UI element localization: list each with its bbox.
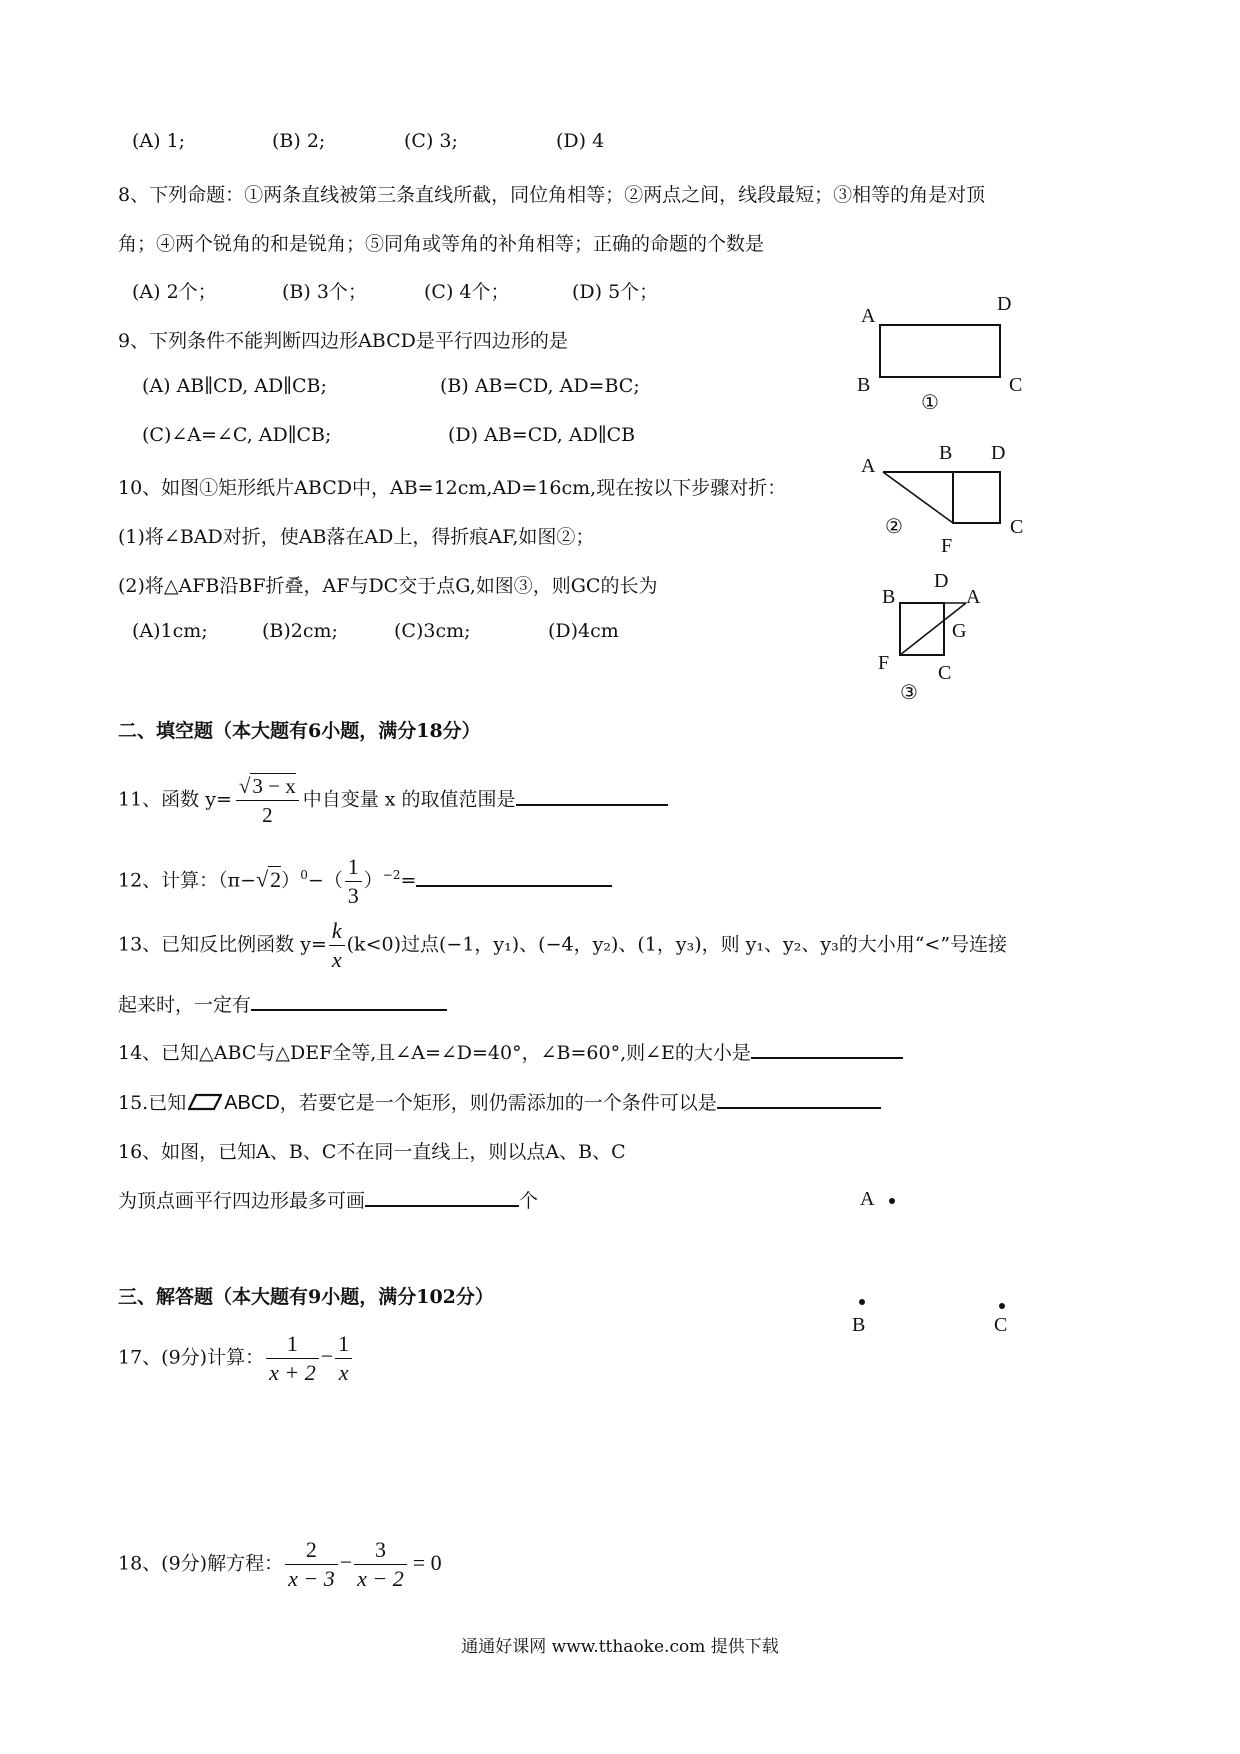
q13-line2-text: 起来时，一定有 bbox=[118, 994, 252, 1016]
q9-option-b: (B) AB=CD, AD=BC; bbox=[440, 375, 640, 397]
q13-fraction bbox=[329, 917, 345, 974]
point-c-icon bbox=[999, 1303, 1005, 1309]
fig2-label-b: B bbox=[939, 442, 953, 464]
q12-denominator: 3 bbox=[347, 883, 359, 908]
q8-stem-line1: 8、下列命题：①两条直线被第三条直线所截，同位角相等；②两点之间，线段最短；③相等的角是对顶 bbox=[118, 184, 986, 206]
q12-prefix: 12、计算：（π bbox=[118, 869, 241, 892]
q15-abcd: ABCD bbox=[224, 1092, 280, 1114]
q10-stem-line3: (2)将△AFB沿BF折叠，AF与DC交于点G,如图③，则GC的长为 bbox=[118, 575, 658, 597]
q12-minus: − bbox=[240, 869, 257, 892]
q9-option-c: (C)∠A=∠C, AD∥CB; bbox=[142, 424, 332, 446]
q13 bbox=[118, 917, 1007, 974]
q15-answer-blank bbox=[717, 1089, 881, 1109]
q12-close2: ） bbox=[363, 869, 383, 892]
q13-line2 bbox=[118, 990, 447, 1017]
q18-fraction-1 bbox=[285, 1536, 338, 1593]
q17-den2: x bbox=[338, 1360, 349, 1385]
q16-line1: 16、如图，已知A、B、C不在同一直线上，则以点A、B、C bbox=[118, 1141, 626, 1163]
q13-denominator: x bbox=[331, 947, 342, 972]
q11-prefix: 11、函数 y= bbox=[118, 788, 232, 811]
q15-prefix: 15.已知 bbox=[118, 1092, 187, 1114]
fig16-label-c: C bbox=[994, 1314, 1008, 1335]
q10-stem-line1: 10、如图①矩形纸片ABCD中，AB=12cm,AD=16cm,现在按以下步骤对折： bbox=[118, 477, 787, 499]
q17-num2: 1 bbox=[335, 1330, 352, 1359]
q18-fraction-2 bbox=[354, 1536, 407, 1593]
q17-fraction-1 bbox=[266, 1330, 319, 1387]
q15-suffix: ，若要它是一个矩形，则仍需添加的一个条件可以是 bbox=[279, 1092, 717, 1114]
q12-numerator: 1 bbox=[345, 853, 362, 882]
fig3-number: ③ bbox=[900, 682, 918, 704]
fig2-number: ② bbox=[885, 516, 903, 538]
q8-stem-line2: 角；④两个锐角的和是锐角；⑤同角或等角的补角相等；正确的命题的个数是 bbox=[118, 233, 765, 255]
q8-option-c: (C) 4个； bbox=[424, 281, 510, 303]
q8-option-a: (A) 2个； bbox=[132, 281, 217, 303]
q8-option-b: (B) 3个； bbox=[282, 281, 367, 303]
q16-line2-prefix: 为顶点画平行四边形最多可画 bbox=[118, 1190, 366, 1212]
q11-denominator: 2 bbox=[262, 803, 273, 827]
q11-suffix: 中自变量 x 的取值范围是 bbox=[302, 788, 516, 811]
q18-minus: − bbox=[339, 1549, 353, 1575]
q13-suffix: (k<0)过点(−1，y₁)、(−4，y₂)、(1，y₃)，则 y₁、y₂、y₃的大小用“<”号连接 bbox=[346, 933, 1008, 956]
q18-den2: x − 2 bbox=[357, 1566, 404, 1591]
fig1-number: ① bbox=[921, 392, 939, 414]
q12-minus2: −（ bbox=[307, 869, 343, 892]
sqrt-sign-icon: √ bbox=[256, 866, 269, 892]
q9-option-a: (A) AB∥CD, AD∥CB; bbox=[142, 375, 327, 397]
q18-den1: x − 3 bbox=[288, 1566, 335, 1591]
q7-option-c: (C) 3; bbox=[404, 130, 458, 152]
q16-line2 bbox=[118, 1186, 538, 1213]
q12-exp0: 0 bbox=[300, 868, 308, 883]
q8-option-d: (D) 5个； bbox=[572, 281, 659, 303]
q18 bbox=[118, 1536, 442, 1593]
fig1-label-b: B bbox=[857, 374, 871, 396]
fig3-label-a: A bbox=[966, 586, 981, 608]
fig3-label-g: G bbox=[952, 620, 967, 642]
q18-prefix: 18、(9分)解方程： bbox=[118, 1552, 284, 1575]
q16-line2-suffix: 个 bbox=[519, 1190, 539, 1212]
q14-answer-blank bbox=[751, 1039, 903, 1059]
figure-1-rectangle bbox=[855, 285, 1055, 415]
q10-option-d: (D)4cm bbox=[548, 620, 619, 642]
q17-prefix: 17、(9分)计算： bbox=[118, 1346, 265, 1369]
q14 bbox=[118, 1038, 903, 1065]
q17 bbox=[118, 1330, 354, 1387]
q12 bbox=[118, 853, 612, 910]
point-a-icon bbox=[889, 1198, 895, 1204]
fig3-label-c: C bbox=[938, 662, 952, 684]
q12-eq: = bbox=[400, 869, 417, 892]
q10-stem-line2: (1)将∠BAD对折，使AB落在AD上，得折痕AF,如图②； bbox=[118, 526, 595, 548]
fig2-label-f: F bbox=[941, 535, 953, 557]
footer: 通通好课网 www.tthaoke.com 提供下载 bbox=[461, 1637, 779, 1657]
fig1-label-a: A bbox=[861, 305, 876, 327]
q13-numerator: k bbox=[329, 917, 345, 946]
q11-radicand: 3 − x bbox=[252, 774, 296, 798]
parallelogram-icon bbox=[188, 1093, 222, 1116]
q12-exp: −2 bbox=[382, 868, 401, 883]
q17-fraction-2 bbox=[335, 1330, 352, 1387]
q11-answer-blank bbox=[516, 786, 668, 806]
q17-den1: x + 2 bbox=[269, 1360, 316, 1385]
q18-num2: 3 bbox=[354, 1536, 407, 1565]
fig3-label-d: D bbox=[934, 570, 949, 592]
q10-option-b: (B)2cm; bbox=[262, 620, 338, 642]
q13-answer-blank bbox=[251, 991, 447, 1011]
q17-num1: 1 bbox=[266, 1330, 319, 1359]
fig2-label-c: C bbox=[1010, 516, 1024, 538]
q13-prefix: 13、已知反比例函数 y= bbox=[118, 933, 327, 956]
fig3-label-b: B bbox=[882, 586, 896, 608]
figure-16-points bbox=[850, 1175, 1030, 1335]
q12-radicand: 2 bbox=[270, 866, 282, 892]
point-b-icon bbox=[859, 1299, 865, 1305]
q11 bbox=[118, 772, 668, 829]
q10-option-a: (A)1cm; bbox=[132, 620, 208, 642]
q15 bbox=[118, 1088, 881, 1116]
q14-text: 14、已知△ABC与△DEF全等,且∠A=∠D=40°，∠B=60°,则∠E的大小是 bbox=[118, 1042, 751, 1064]
fig16-label-a: A bbox=[860, 1188, 875, 1210]
q18-equals: = 0 bbox=[412, 1549, 442, 1575]
fig1-label-d: D bbox=[997, 293, 1012, 315]
q10-option-c: (C)3cm; bbox=[394, 620, 471, 642]
q18-num1: 2 bbox=[285, 1536, 338, 1565]
q7-option-b: (B) 2; bbox=[272, 130, 326, 152]
sqrt-sign-icon: √ bbox=[238, 774, 251, 798]
q9-stem: 9、下列条件不能判断四边形ABCD是平行四边形的是 bbox=[118, 330, 568, 352]
fig2-label-d: D bbox=[991, 442, 1006, 464]
q16-answer-blank bbox=[365, 1187, 519, 1207]
q12-answer-blank bbox=[416, 867, 612, 887]
fig3-label-f: F bbox=[878, 652, 890, 674]
section-2-title: 二、填空题（本大题有6小题，满分18分） bbox=[118, 720, 481, 742]
section-3-title: 三、解答题（本大题有9小题，满分102分） bbox=[118, 1286, 494, 1308]
fig2-label-a: A bbox=[861, 455, 876, 477]
figure-3-folded bbox=[870, 565, 1010, 705]
q7-option-d: (D) 4 bbox=[556, 130, 605, 152]
q7-option-a: (A) 1; bbox=[132, 130, 186, 152]
fig1-label-c: C bbox=[1009, 374, 1023, 396]
q11-fraction bbox=[236, 772, 299, 829]
figure-2-folded bbox=[855, 435, 1055, 560]
fig16-label-b: B bbox=[852, 1314, 866, 1335]
q17-minus: − bbox=[320, 1343, 334, 1369]
q9-option-d: (D) AB=CD, AD∥CB bbox=[448, 424, 636, 446]
q12-fraction bbox=[345, 853, 362, 910]
q12-close1: ） bbox=[281, 869, 301, 892]
